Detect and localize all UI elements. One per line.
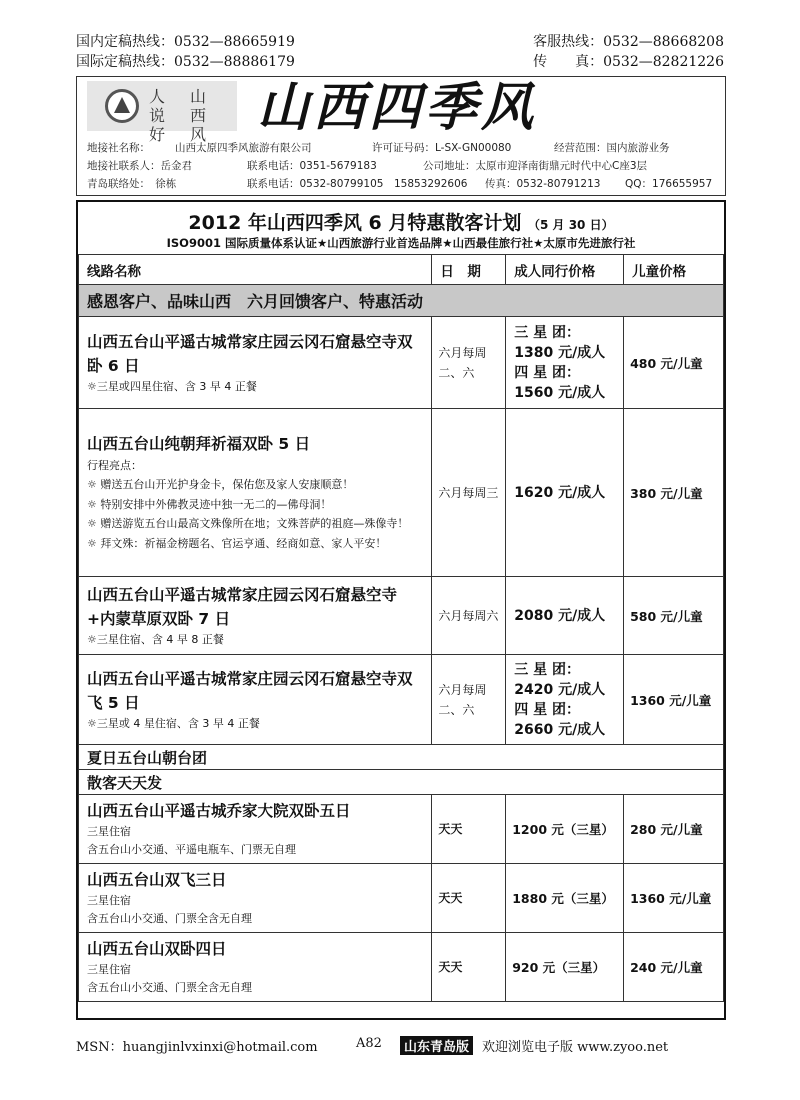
- table-row: [79, 655, 724, 745]
- route-date: 六月每周三: [432, 409, 506, 577]
- company-header: [76, 76, 726, 196]
- route-note: ☼三星或四星住宿、含 3 早 4 正餐: [87, 379, 257, 393]
- table-row: [79, 795, 724, 864]
- route-price: 920 元（三星）: [506, 933, 624, 1002]
- table-row: [79, 864, 724, 933]
- route-note: 含五台山小交通、门票全含无自理: [87, 912, 252, 925]
- domestic-hotline: 国内定稿热线：0532—88665919: [76, 34, 295, 50]
- route-price: 三 星 团： 2420 元/成人: [514, 661, 606, 698]
- route-highlights: 行程亮点： ☼ 赠送五台山开光护身金卡，保佑您及家人安康顺意！ ☼ 特别安排中外佛教灵迹中独一无二的—佛母洞！ ☼ 赠送游览五台山最高文殊像所在地；文殊菩萨的祖庭—殊像寺！ ☼ 拜文殊：祈福金榜题名、官运亨通、经商如意、家人平安！: [87, 458, 409, 550]
- table-row: [79, 409, 724, 577]
- route-price: 1200 元（三星）: [506, 795, 624, 864]
- hotlines: [76, 32, 724, 72]
- service-hotline: 客服热线：0532—88668208: [533, 34, 724, 50]
- fax-number: 传 真：0532—82821226: [533, 54, 724, 70]
- route-date: 天天: [432, 933, 506, 1002]
- logo: [87, 81, 237, 144]
- route-note: 三星住宿: [87, 825, 131, 838]
- route-note: 含五台山小交通、平遥电瓶车、门票无自理: [87, 843, 296, 856]
- website-link[interactable]: 欢迎浏览电子版 www.zyoo.net: [482, 1040, 669, 1055]
- table-row: [79, 577, 724, 655]
- header-date: 日 期: [432, 255, 506, 285]
- child-price: 580 元/儿童: [624, 577, 724, 655]
- company-info: 地接社名称： 山西太原四季风旅游有限公司 许可证号码：L-SX-GN00080 经营范围：国内旅游业务 地接社联系人：岳金君 联系电话：0351-5679183 公司地址：太原市迎泽南街鼎元时代中心C座3层 青岛联络处： 徐栋 联系电话：0532-80799105 15853292606 传真：0532-80791213 QQ：176655957: [87, 142, 713, 190]
- section-heading: 夏日五台山朝台团: [79, 745, 724, 770]
- plan-subtitle: ISO9001 国际质量体系认证★山西旅游行业首选品牌★山西最佳旅行社★太原市先进旅行社: [166, 236, 636, 250]
- edition-badge: 山东青岛版: [400, 1036, 473, 1055]
- page-number: A82: [356, 1036, 382, 1051]
- route-note: 三星住宿: [87, 963, 131, 976]
- route-note: 含五台山小交通、门票全含无自理: [87, 981, 252, 994]
- header-route: 线路名称: [79, 255, 432, 285]
- route-name: 山西五台山双飞三日: [87, 871, 227, 889]
- logo-slogan: 人 山 说 西 好 风: [149, 87, 208, 144]
- route-name: 山西五台山纯朝拜祈福双卧 5 日: [87, 434, 311, 453]
- child-price: 280 元/儿童: [624, 795, 724, 864]
- route-note: ☼三星或 4 星住宿、含 3 早 4 正餐: [87, 716, 260, 730]
- route-name: 山西五台山平遥古城常家庄园云冈石窟悬空寺+内蒙草原双卧 7 日: [87, 585, 398, 628]
- route-date: 六月每周二、六: [432, 655, 506, 745]
- route-date: 天天: [432, 795, 506, 864]
- route-note: 三星住宿: [87, 894, 131, 907]
- route-price: 1880 元（三星）: [506, 864, 624, 933]
- route-name: 山西五台山平遥古城常家庄园云冈石窟悬空寺双飞 5 日: [87, 669, 413, 712]
- route-name: 山西五台山双卧四日: [87, 940, 227, 958]
- route-name: 山西五台山平遥古城常家庄园云冈石窟悬空寺双卧 6 日: [87, 332, 413, 375]
- header-child-price: 儿童价格: [624, 255, 724, 285]
- route-note: ☼三星住宿、含 4 早 8 正餐: [87, 632, 224, 646]
- child-price: 1360 元/儿童: [624, 655, 724, 745]
- header-adult-price: 成人同行价格: [506, 255, 624, 285]
- table-row: [79, 933, 724, 1002]
- footer: [76, 1036, 726, 1056]
- international-hotline: 国际定稿热线：0532—88886179: [76, 54, 295, 70]
- table-row: [79, 317, 724, 409]
- mountain-logo-icon: [105, 89, 139, 123]
- table-header: [79, 255, 724, 285]
- child-price: 1360 元/儿童: [624, 864, 724, 933]
- child-price: 380 元/儿童: [624, 409, 724, 577]
- section-heading: 感恩客户、品味山西 六月回馈客户、特惠活动: [79, 285, 724, 317]
- route-table: [78, 254, 724, 1002]
- route-price: 2080 元/成人: [506, 577, 624, 655]
- route-date: 六月每周六: [432, 577, 506, 655]
- route-price: 四 星 团： 1560 元/成人: [514, 364, 606, 401]
- plan-date: （5 月 30 日）: [527, 218, 614, 232]
- brand-name: 山西四季风: [257, 77, 538, 138]
- route-name: 山西五台山平遥古城乔家大院双卧五日: [87, 802, 351, 820]
- section-heading: 散客天天发: [79, 770, 724, 795]
- route-date: 天天: [432, 864, 506, 933]
- plan-title: 2012 年山西四季风 6 月特惠散客计划 （5 月 30 日）: [188, 212, 614, 234]
- route-price: 1620 元/成人: [506, 409, 624, 577]
- route-price: 三 星 团： 1380 元/成人: [514, 324, 606, 361]
- child-price: 480 元/儿童: [624, 317, 724, 409]
- route-date: 六月每周二、六: [432, 317, 506, 409]
- tour-plan: [76, 200, 726, 1020]
- msn-contact: MSN：huangjinlvxinxi@hotmail.com: [76, 1040, 318, 1055]
- child-price: 240 元/儿童: [624, 933, 724, 1002]
- route-price: 四 星 团： 2660 元/成人: [514, 701, 606, 738]
